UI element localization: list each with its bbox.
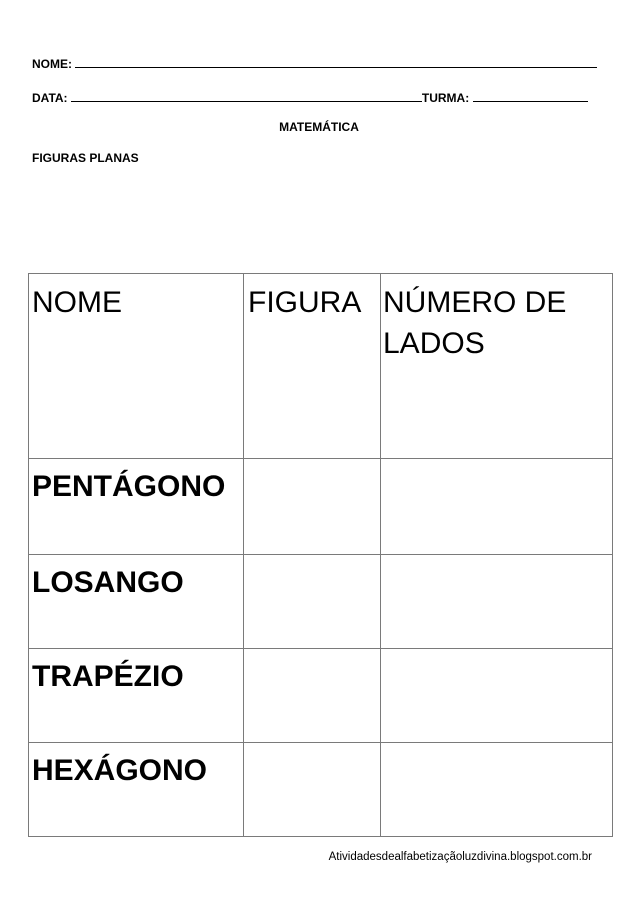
shape-name-cell: HEXÁGONO (29, 743, 244, 837)
column-header-numero-de-lados: NÚMERO DE LADOS (381, 274, 613, 459)
sides-answer-cell[interactable] (381, 743, 613, 837)
class-label: TURMA: (421, 91, 470, 105)
date-label: DATA: (32, 91, 68, 105)
subject-title: MATEMÁTICA (279, 120, 359, 134)
date-class-field-row (32, 90, 588, 105)
sides-answer-cell[interactable] (381, 555, 613, 649)
table-row (29, 743, 613, 837)
sides-answer-cell[interactable] (381, 459, 613, 555)
figure-answer-cell[interactable] (244, 459, 381, 555)
name-blank-line[interactable] (75, 56, 597, 68)
figure-answer-cell[interactable] (244, 555, 381, 649)
column-header-figura: FIGURA (244, 274, 381, 459)
shape-name-cell: PENTÁGONO (29, 459, 244, 555)
date-blank-line[interactable] (71, 90, 422, 102)
shapes-table (28, 273, 613, 837)
table-row (29, 649, 613, 743)
column-header-nome: NOME (29, 274, 244, 459)
name-field-row (32, 56, 597, 71)
source-footer: Atividadesdealfabetizaçãoluzdivina.blogspot.com.br (328, 851, 592, 863)
table-row (29, 555, 613, 649)
table-row (29, 459, 613, 555)
figure-answer-cell[interactable] (244, 743, 381, 837)
class-blank-line[interactable] (473, 90, 588, 102)
table-header-row (29, 274, 613, 459)
shape-name-cell: LOSANGO (29, 555, 244, 649)
figure-answer-cell[interactable] (244, 649, 381, 743)
name-label: NOME: (32, 57, 72, 71)
sides-answer-cell[interactable] (381, 649, 613, 743)
shape-name-cell: TRAPÉZIO (29, 649, 244, 743)
topic-title: FIGURAS PLANAS (32, 151, 139, 165)
